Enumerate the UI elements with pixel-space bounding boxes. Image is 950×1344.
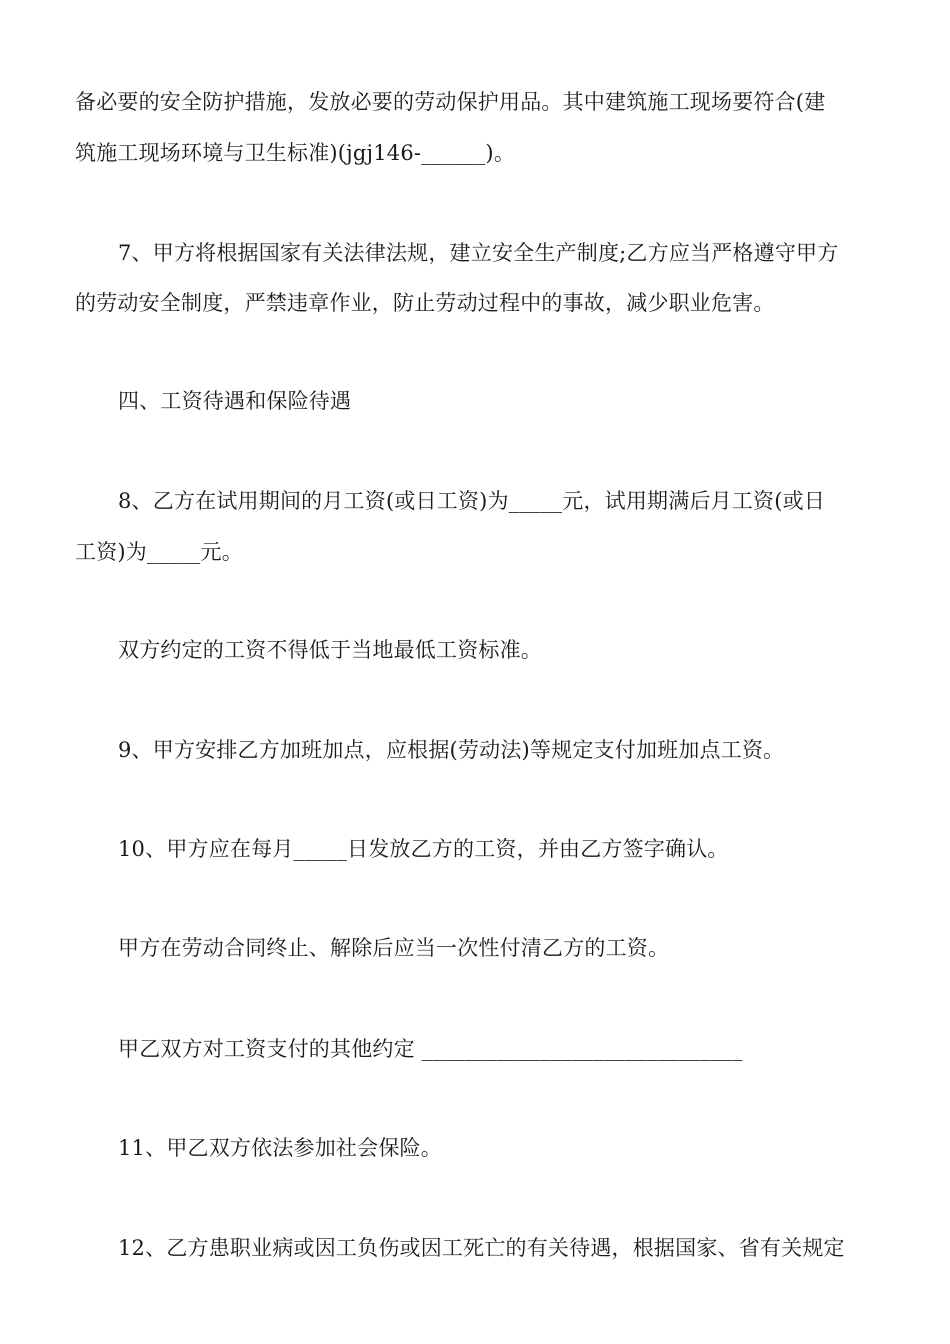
clause-7-line: 7、甲方将根据国家有关法律法规，建立安全生产制度;乙方应当严格遵守甲方 — [118, 241, 839, 265]
clause-12-line: 12、乙方患职业病或因工负伤或因工死亡的有关待遇，根据国家、省有关规定 — [118, 1236, 845, 1260]
paragraph-line: 筑施工现场环境与卫生标准)(jgj146-______)。 — [75, 141, 516, 165]
paragraph-line: 备必要的安全防护措施，发放必要的劳动保护用品。其中建筑施工现场要符合(建 — [75, 90, 826, 114]
section-heading: 四、工资待遇和保险待遇 — [118, 389, 352, 413]
final-wage-paragraph: 甲方在劳动合同终止、解除后应当一次性付清乙方的工资。 — [118, 936, 670, 960]
clause-7-continuation: 的劳动安全制度，严禁违章作业，防止劳动过程中的事故，减少职业危害。 — [75, 291, 775, 315]
wage-standard-paragraph: 双方约定的工资不得低于当地最低工资标准。 — [118, 638, 542, 662]
clause-8-line: 8、乙方在试用期间的月工资(或日工资)为_____元，试用期满后月工资(或日 — [118, 489, 826, 513]
clause-9-line: 9、甲方安排乙方加班加点，应根据(劳动法)等规定支付加班加点工资。 — [118, 738, 785, 762]
other-agreement-line: 甲乙双方对工资支付的其他约定 ______________________________ — [118, 1037, 743, 1061]
clause-10-line: 10、甲方应在每月_____日发放乙方的工资，并由乙方签字确认。 — [118, 837, 729, 861]
clause-11-line: 11、甲乙双方依法参加社会保险。 — [118, 1136, 442, 1160]
clause-8-continuation: 工资)为_____元。 — [75, 540, 243, 564]
